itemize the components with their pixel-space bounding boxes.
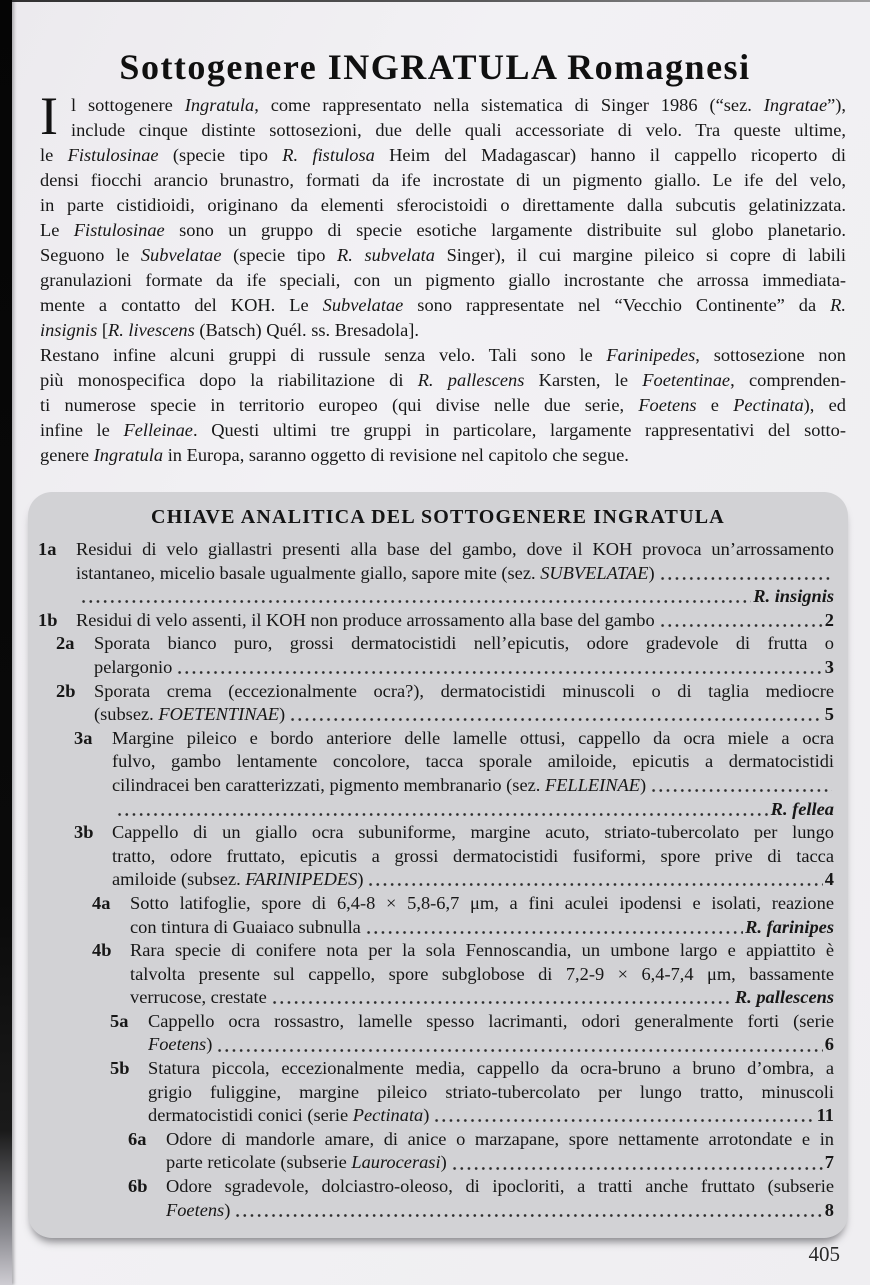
key-box [28, 492, 848, 1238]
entry-label: 3a [74, 727, 93, 748]
key-line-text [112, 868, 363, 892]
key-target: 2 [824, 609, 834, 630]
intro-paragraph [40, 86, 846, 468]
key-target: R. fellea [770, 798, 834, 819]
key-line [166, 1128, 834, 1152]
text: Statura piccola, eccezionalmente media, cappello da ocra-bruno a bruno d’ombra, a [148, 1058, 834, 1079]
key-target: 8 [824, 1199, 834, 1220]
text: le [40, 145, 68, 165]
key-entry-1b [38, 609, 834, 633]
entry-label: 6a [128, 1128, 147, 1149]
text: ) [224, 1199, 231, 1220]
text: Seguono le [40, 245, 141, 265]
text: (subsez. [94, 704, 159, 725]
text: fulvo, gambo lentamente concolore, tacca sporale amiloide, epicutis a dermatocistidi [112, 751, 834, 772]
text: Margine pileico e bordo anteriore delle lamelle ottusi, cappello da ocra miele a ocra [112, 727, 834, 748]
dot-leader [234, 1199, 822, 1223]
italic-text: Foetens [166, 1199, 225, 1220]
drop-cap: I [40, 86, 58, 146]
key-target: 7 [824, 1152, 834, 1173]
scan-edge-strip [0, 0, 12, 1285]
text: parte reticolate (subserie [166, 1152, 352, 1173]
text: sono rappresentate nel “Vecchio Continente” da [403, 295, 831, 315]
text: , sottosezione non [695, 345, 846, 365]
key-line [94, 680, 834, 704]
text: grigio fuliggine, margine pileico striato-tubercolato per lungo tratto, minuscoli [148, 1081, 834, 1102]
key-line [94, 656, 834, 680]
key-entry-5a [38, 1010, 834, 1057]
text: infine le [40, 420, 124, 440]
intro-line-3 [40, 143, 846, 168]
key-target: R. pallescens [734, 987, 834, 1008]
text: in Europa, saranno oggetto di revisione nel capitolo che segue. [163, 445, 629, 465]
text: sono un gruppo di specie esotiche largamente distribuite sul globo planetario. [164, 220, 846, 240]
dot-leader [659, 609, 823, 633]
key-line-text [112, 774, 646, 798]
key-line [112, 821, 834, 845]
text: Cappello di un giallo ocra subuniforme, margine acuto, striato-tubercolato per lungo [112, 822, 834, 843]
key-line [130, 986, 834, 1010]
key-target: 4 [824, 869, 834, 890]
page-number: 405 [808, 1242, 840, 1266]
key-line [148, 1033, 834, 1057]
text: cilindracei ben caratterizzati, pigmento membranario (sez. [112, 774, 545, 795]
key-target: 6 [824, 1034, 834, 1055]
key-line [130, 939, 834, 963]
italic-text: Foetens [638, 395, 697, 415]
dot-leader [659, 562, 832, 586]
key-line [112, 774, 834, 798]
key-line [166, 1175, 834, 1199]
text: Sporata bianco puro, grossi dermatocistidi nell’epicutis, odore gradevole di frutta o [94, 633, 834, 654]
intro-line-13 [40, 393, 846, 418]
intro-line-5 [40, 193, 846, 218]
italic-text: Farinipedes [606, 345, 696, 365]
key-line [94, 703, 834, 727]
text: Rara specie di conifere nota per la sola Fennoscandia, un umbone largo e appiattito è [130, 940, 834, 961]
text: ”), [827, 95, 846, 115]
italic-text: Foetentinae [642, 370, 731, 390]
text: ) [278, 704, 286, 725]
italic-text: Ingratula [93, 445, 164, 465]
key-line [112, 845, 834, 869]
entry-label: 4a [92, 892, 111, 913]
dot-leader [451, 1151, 823, 1175]
entry-label: 2b [56, 680, 76, 701]
intro-line-8 [40, 268, 846, 293]
italic-text: Pectinata [352, 1105, 424, 1126]
intro-line-6 [40, 218, 846, 243]
text: ) [640, 774, 647, 795]
key-entry-1a [38, 538, 834, 609]
italic-text: Foetens [148, 1034, 207, 1055]
intro-line-2 [40, 118, 846, 143]
key-line [130, 916, 834, 940]
key-entry-3a [38, 727, 834, 821]
entry-label: 6b [128, 1176, 148, 1197]
intro-line-15 [40, 443, 846, 468]
text: Singer), il cui margine pileico si copre di labili [434, 245, 846, 265]
text: Restano infine alcuni gruppi di russule senza velo. Tali sono le [40, 345, 607, 365]
key-entry-3b [38, 821, 834, 892]
key-line-text [148, 1033, 212, 1057]
italic-text: FELLEINAE [545, 774, 641, 795]
key-entry-2a [38, 632, 834, 679]
entry-label: 2a [56, 633, 75, 654]
intro-line-10 [40, 318, 846, 343]
italic-text: Laurocerasi [351, 1152, 441, 1173]
italic-text: Fistulosinae [73, 220, 165, 240]
entry-label: 3b [74, 822, 94, 843]
key-line [76, 538, 834, 562]
key-line-text [148, 1104, 429, 1128]
key-line-text [130, 916, 361, 940]
italic-text: Ingratula [184, 95, 255, 115]
italic-text: R. fistulosa [282, 145, 375, 165]
text: genere [40, 445, 94, 465]
text: granulazioni formate da ife speciali, con un pigmento giallo incrostante che arrossa immediata- [40, 270, 846, 290]
text: mente a contatto del KOH. Le [40, 295, 323, 315]
text: ) [423, 1105, 430, 1126]
text: (specie tipo [221, 245, 338, 265]
text: Odore di mandorle amare, di anice o marzapane, spore nettamente arrotondate e in [166, 1128, 834, 1149]
key-entry-4a [38, 892, 834, 939]
key-line-text [130, 986, 267, 1010]
text: ) [648, 562, 655, 583]
text: Karsten, le [524, 370, 643, 390]
text: Le [40, 220, 74, 240]
text: tratto, odore fruttato, epicutis a grossi dermatocistidi fusiformi, spore prive di tacca [112, 845, 834, 866]
key-line-text [166, 1151, 447, 1175]
text: Cappello ocra rossastro, lamelle spesso lacrimanti, odori generalmente forti (serie [148, 1010, 834, 1031]
key-line-text [94, 703, 285, 727]
text: e [696, 395, 734, 415]
intro-line-11 [40, 343, 846, 368]
intro-line-12 [40, 368, 846, 393]
key-line [148, 1057, 834, 1081]
key-line [94, 632, 834, 656]
entry-label: 1b [38, 609, 58, 630]
text: ) [206, 1034, 213, 1055]
key-entry-2b [38, 680, 834, 727]
dot-leader [271, 986, 733, 1010]
intro-line-4 [40, 168, 846, 193]
text: amiloide (subsez. [112, 869, 246, 890]
key-line-text [76, 609, 655, 633]
italic-text: Subvelatae [322, 295, 404, 315]
text: Sporata crema (eccezionalmente ocra?), dermatocistidi minuscoli o di taglia mediocre [94, 680, 834, 701]
text: include cinque distinte sottosezioni, due delle quali accessoriate di velo. Tra queste ultime, [71, 120, 846, 140]
key-line [112, 868, 834, 892]
text: dermatocistidi conici (serie [148, 1105, 353, 1126]
intro-line-14 [40, 418, 846, 443]
key-line [112, 798, 834, 822]
key-target: 5 [824, 704, 834, 725]
intro-line-1 [40, 93, 846, 118]
key-line-text [94, 656, 172, 680]
italic-text: insignis [40, 320, 98, 340]
italic-text: R. pallescens [417, 370, 525, 390]
text: con tintura di Guaiaco subnulla [130, 916, 361, 937]
text: ti numerose specie in territorio europeo (qui divise nelle due serie, [40, 395, 639, 415]
key-line [130, 892, 834, 916]
text: . Questi ultimi tre gruppi in particolare, largamente rappresentativi del sotto- [192, 420, 846, 440]
text: ), ed [803, 395, 846, 415]
italic-text: FOETENTINAE [158, 704, 279, 725]
dot-leader [433, 1104, 814, 1128]
italic-text: Felleinae [123, 420, 193, 440]
key-line [166, 1199, 834, 1223]
text: istantaneo, micelio basale ugualmente giallo, sapore mite (sez. [76, 562, 541, 583]
key-target: 3 [824, 656, 834, 677]
key-target: R. insignis [753, 586, 834, 607]
text: densi fiocchi arancio brunastro, formati da ife incrostate di un pigmento giallo. Le ife del velo, [40, 170, 846, 190]
key-line [112, 727, 834, 751]
key-entry-5b [38, 1057, 834, 1128]
key-line-text [166, 1199, 230, 1223]
italic-text: Subvelatae [140, 245, 222, 265]
text: in parte cistidioidi, originano da elementi sferocistoidi o direttamente dalla subcutis gelatinizzata. [40, 195, 846, 215]
text: (Batsch) Quél. ss. Bresadola]. [194, 320, 419, 340]
key-line [148, 1010, 834, 1034]
key-line [76, 562, 834, 586]
text: pelargonio [94, 656, 173, 677]
text: [ [97, 320, 108, 340]
key-entry-6a [38, 1128, 834, 1175]
entry-label: 5a [110, 1010, 129, 1031]
italic-text: R. subvelata [337, 245, 435, 265]
text: , comprenden- [730, 370, 846, 390]
key-line [148, 1081, 834, 1105]
key-line [76, 609, 834, 633]
key-line [76, 585, 834, 609]
text: l sottogenere [71, 95, 185, 115]
text: (specie tipo [158, 145, 283, 165]
key-entry-4b [38, 939, 834, 1010]
key-line [148, 1104, 834, 1128]
italic-text: SUBVELATAE [540, 562, 649, 583]
italic-text: Pectinata [733, 395, 804, 415]
text: , come rappresentato nella sistematica di Singer 1986 (“sez. [254, 95, 764, 115]
text: Heim del Madagascar) hanno il cappello ricoperto di [374, 145, 846, 165]
text: talvolta presente sul cappello, spore subglobose di 7,2-9 × 6,4-7,4 μm, bassamente [130, 963, 834, 984]
dot-leader [116, 798, 769, 822]
text: ) [357, 869, 364, 890]
text: ) [440, 1152, 447, 1173]
key-line [166, 1151, 834, 1175]
entry-label: 4b [92, 940, 112, 961]
key-target: 11 [816, 1105, 834, 1126]
italic-text: FARINIPEDES [245, 869, 358, 890]
text: Odore sgradevole, dolciastro-oleoso, di ipocloriti, a tratti anche fruttato (subserie [166, 1176, 834, 1197]
scan-top-edge [0, 0, 870, 2]
key-heading: CHIAVE ANALITICA DEL SOTTOGENERE INGRATULA [151, 506, 725, 528]
key-entry-6b [38, 1175, 834, 1222]
key-target: R. farinipes [745, 916, 834, 937]
intro-line-9 [40, 293, 846, 318]
italic-text: Fistulosinae [67, 145, 159, 165]
text: Residui di velo giallastri presenti alla base del gambo, dove il KOH provoca un’arrossamento [76, 539, 834, 559]
dot-leader [80, 585, 751, 609]
italic-text: R. [830, 295, 846, 315]
italic-text: Ingratae [763, 95, 828, 115]
italic-text: R. livescens [107, 320, 195, 340]
dot-leader [176, 656, 822, 680]
page-title: Sottogenere INGRATULA Romagnesi [119, 47, 751, 88]
dot-leader [650, 774, 832, 798]
text: Residui di velo assenti, il KOH non produce arrossamento alla base del gambo [76, 609, 655, 630]
entry-label: 5b [110, 1058, 130, 1079]
dot-leader [367, 868, 822, 892]
dot-leader [289, 703, 823, 727]
key-entries [28, 538, 848, 1222]
dot-leader [216, 1033, 822, 1057]
key-line [130, 963, 834, 987]
key-line-text [76, 562, 655, 586]
key-line [112, 750, 834, 774]
text: verrucose, crestate [130, 987, 267, 1008]
dot-leader [365, 916, 743, 940]
entry-label: 1a [38, 539, 57, 559]
text: più monospecifica dopo la riabilitazione di [40, 370, 418, 390]
text: Sotto latifoglie, spore di 6,4-8 × 5,8-6,7 μm, a fini aculei ipodensi e isolati, reazione [130, 892, 834, 913]
intro-line-7 [40, 243, 846, 268]
